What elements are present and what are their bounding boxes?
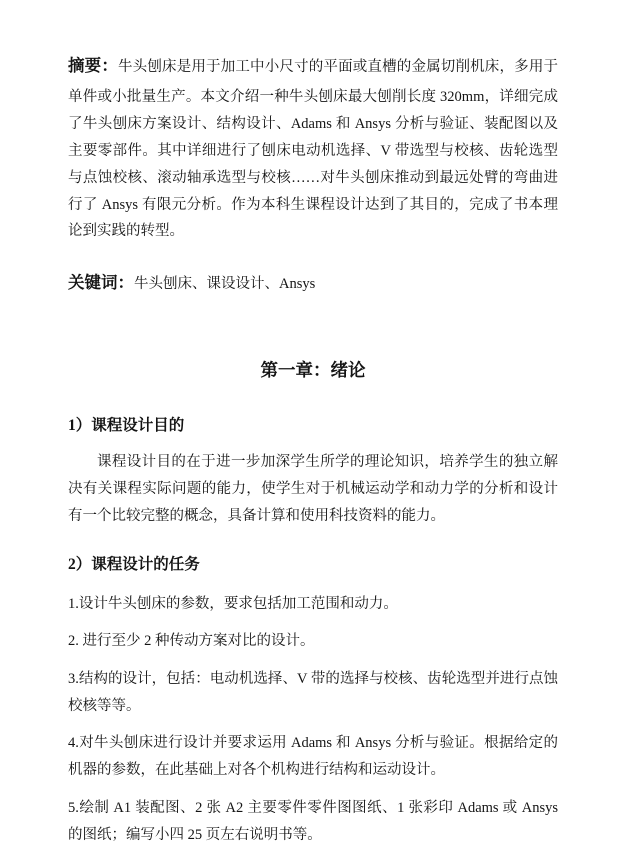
- keywords-label: 关键词：: [68, 273, 134, 293]
- abstract-text: 牛头刨床是用于加工中小尺寸的平面或直槽的金属切削机床，多用于单件或小批量生产。本文介绍一种牛头刨床最大刨削长度 320mm，详细完成了牛头刨床方案设计、结构设计、Adams 和 Ansys 分析与验证、装配图以及主要零部件。其中详细进行了刨床电动机选择、V 带选型与校核、齿轮选型与点蚀校核、滚动轴承选型与校核……对牛头刨床推动到最远处臂的弯曲进行了 Ansys 有限元分析。作为本科生课程设计达到了其目的，完成了书本理论到实践的转型。: [68, 59, 558, 240]
- keywords-text: 牛头刨床、课设设计、Ansys: [134, 276, 316, 293]
- task-item: 3.结构的设计，包括：电动机选择、V 带的选择与校核、齿轮选型并进行点蚀校核等等。: [68, 670, 558, 714]
- task-item: 1.设计牛头刨床的参数，要求包括加工范围和动力。: [68, 595, 398, 612]
- task-item: 5.绘制 A1 装配图、2 张 A2 主要零件零件图图纸、1 张彩印 Adams 或 Ansys 的图纸；编写小四 25 页左右说明书等。: [68, 799, 558, 843]
- abstract-label: 摘要：: [68, 56, 119, 75]
- task-list: [68, 591, 558, 849]
- section-heading-tasks: 2）课程设计的任务: [68, 556, 200, 574]
- abstract-paragraph: [68, 49, 558, 245]
- section-heading-purpose: 1）课程设计目的: [68, 416, 185, 434]
- task-item: 2. 进行至少 2 种传动方案对比的设计。: [68, 633, 315, 650]
- section-purpose-paragraph: 课程设计目的在于进一步加深学生所学的理论知识，培养学生的独立解决有关课程实际问题的能力，使学生对于机械运动学和动力学的分析和设计有一个比较完整的概念，具备计算和使用科技资料的能力。: [68, 454, 558, 525]
- task-item: 4.对牛头刨床进行设计并要求运用 Adams 和 Ansys 分析与验证。根据给定的机器的参数，在此基础上对各个机构进行结构和运动设计。: [68, 735, 558, 779]
- keywords-line: [68, 266, 558, 301]
- chapter-title: 第一章：绪论: [260, 360, 366, 381]
